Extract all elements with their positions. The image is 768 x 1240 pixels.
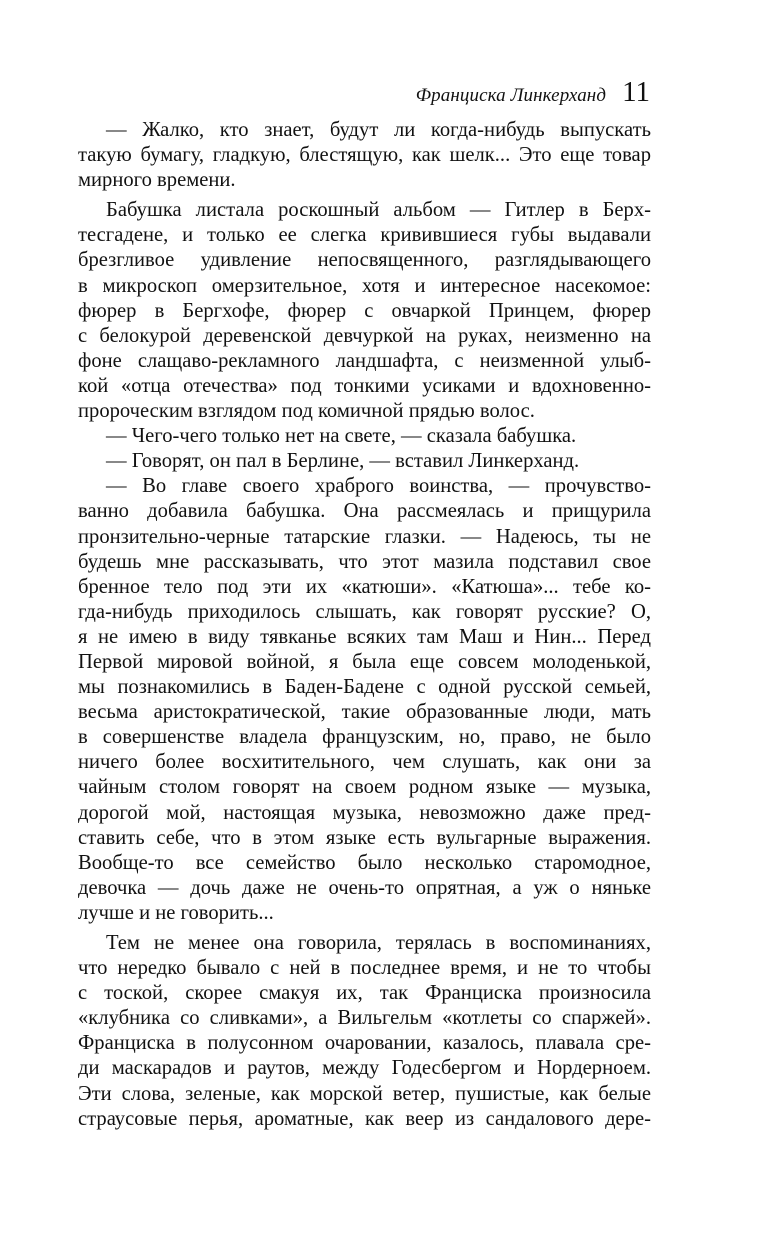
text-line: ставить себе, что в этом языке есть вульгарные выражения. [78,826,651,849]
text-line: с тоской, скорее смакуя их, так Франциска произносила [78,982,651,1005]
text-line: тесгадене, и только ее слегка кривившиеся губы выдавали [78,224,651,247]
text-line: — Говорят, он пал в Берлине, — вставил Линкерханд. [106,450,580,473]
text-line: Вообще-то все семейство было несколько старомодное, [78,851,651,874]
text-line: гда-нибудь приходилось слышать, как говорят русские? О, [78,600,651,623]
text-line: девочка — дочь даже не очень-то опрятная, а уж о няньке [78,876,651,899]
text-line: мы познакомились в Баден-Бадене с одной русской семьей, [78,676,651,699]
text-line: с белокурой деревенской девчуркой на руках, неизменно на [78,324,651,347]
page-number: 11 [622,76,650,108]
text-line: ванно добавила бабушка. Она рассмеялась и прищурила [78,500,651,523]
text-line: будешь мне рассказывать, что этот мазила подставил свое [78,550,651,573]
text-line: Тем не менее она говорила, терялась в воспоминаниях, [106,932,651,954]
text-line: «клубника со сливками», а Вильгельм «котлеты со спаржей». [78,1007,651,1030]
text-line: что нередко бывало с ней в последнее время, и не то чтобы [78,957,651,980]
text-line: страусовые перья, ароматные, как веер из сандалового дере- [78,1107,651,1130]
text-line: Франциска в полусонном очаровании, казалось, плавала сре- [78,1032,651,1055]
text-line: ди маскарадов и раутов, между Годесбергом и Нордерноем. [78,1057,651,1080]
paragraph [78,474,651,926]
text-line: я не имею в виду тявканье всяких там Маш и Нин... Перед [78,625,651,648]
text-line: в совершенстве владела французским, но, право, не было [78,726,651,749]
paragraph [78,449,651,474]
text-line: бренное тело под эти их «катюши». «Катюша»... тебе ко- [78,575,651,598]
text-line: фюрер в Бергхофе, фюрер с овчаркой Принцем, фюрер [78,299,651,322]
paragraph [78,931,651,1132]
text-line: брезгливое удивление непосвященного, разглядывающего [78,249,651,272]
text-line: дорогой мой, настоящая музыка, невозможно даже пред- [78,801,651,824]
text-line: мирного времени. [78,169,236,192]
text-line: лучше и не говорить... [78,901,274,924]
text-line: весьма аристократической, такие образованные люди, мать [78,701,651,724]
text-line: Эти слова, зеленые, как морской ветер, пушистые, как белые [78,1082,651,1105]
text-line: в микроскоп омерзительное, хотя и интересное насекомое: [78,274,651,297]
running-title: Франциска Линкерханд [415,85,607,106]
text-line: — Чего-чего только нет на свете, — сказала бабушка. [106,425,577,448]
text-line: пронзительно-черные татарские глазки. — Надеюсь, ты не [78,525,651,548]
paragraph [78,198,651,424]
text-line: Бабушка листала роскошный альбом — Гитлер в Берх- [106,199,651,222]
paragraph [78,118,651,193]
text-line: пророческим взглядом под комичной прядью волос. [78,400,535,423]
paragraph [78,424,651,449]
text-line: фоне слащаво-рекламного ландшафта, с неизменной улыб- [78,349,651,372]
text-line: — Во главе своего храброго воинства, — прочувство- [106,475,651,498]
running-header [416,76,650,110]
text-line: чайным столом говорят на своем родном языке — музыка, [78,776,651,799]
text-line: такую бумагу, гладкую, блестящую, как шелк... Это еще товар [78,144,651,167]
text-line: ничего более восхитительного, чем слушать, как они за [78,751,651,774]
text-line: кой «отца отечества» под тонкими усиками и вдохновенно- [78,374,651,397]
text-line: — Жалко, кто знает, будут ли когда-нибудь выпускать [106,119,651,141]
text-line: Первой мировой войной, я была еще совсем молоденькой, [78,650,651,673]
body-text [78,118,651,1132]
